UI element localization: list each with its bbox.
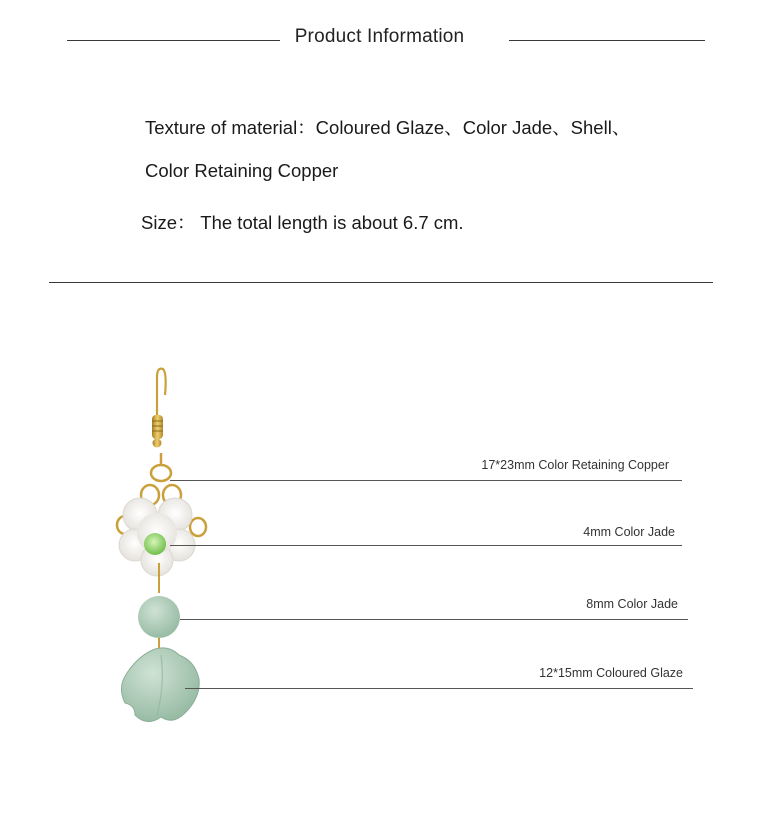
hook-coil [152, 415, 163, 448]
callout-label-glaze: 12*15mm Coloured Glaze [539, 666, 683, 680]
callout-line-glaze [185, 688, 693, 689]
callout-line-copper [170, 480, 682, 481]
material-text-continued: Color Retaining Copper [145, 160, 339, 181]
glaze-leaf-pendant [121, 648, 199, 722]
header-rule-right [509, 40, 705, 41]
callout-label-copper: 17*23mm Color Retaining Copper [481, 458, 669, 472]
size-text: Size： The total length is about 6.7 cm. [141, 212, 464, 233]
callout-line-8mm-jade [180, 619, 688, 620]
section-divider [49, 282, 713, 283]
callout-label-8mm-jade: 8mm Color Jade [586, 597, 678, 611]
green-jade-bead [144, 533, 166, 555]
section-title: Product Information [294, 26, 465, 47]
material-text: Texture of material：Coloured Glaze、Color Jade、Shell、 [145, 117, 631, 138]
callout-line-4mm-jade [170, 545, 682, 546]
round-jade-bead [138, 596, 180, 638]
ear-hook [157, 369, 166, 415]
callout-label-4mm-jade: 4mm Color Jade [583, 525, 675, 539]
